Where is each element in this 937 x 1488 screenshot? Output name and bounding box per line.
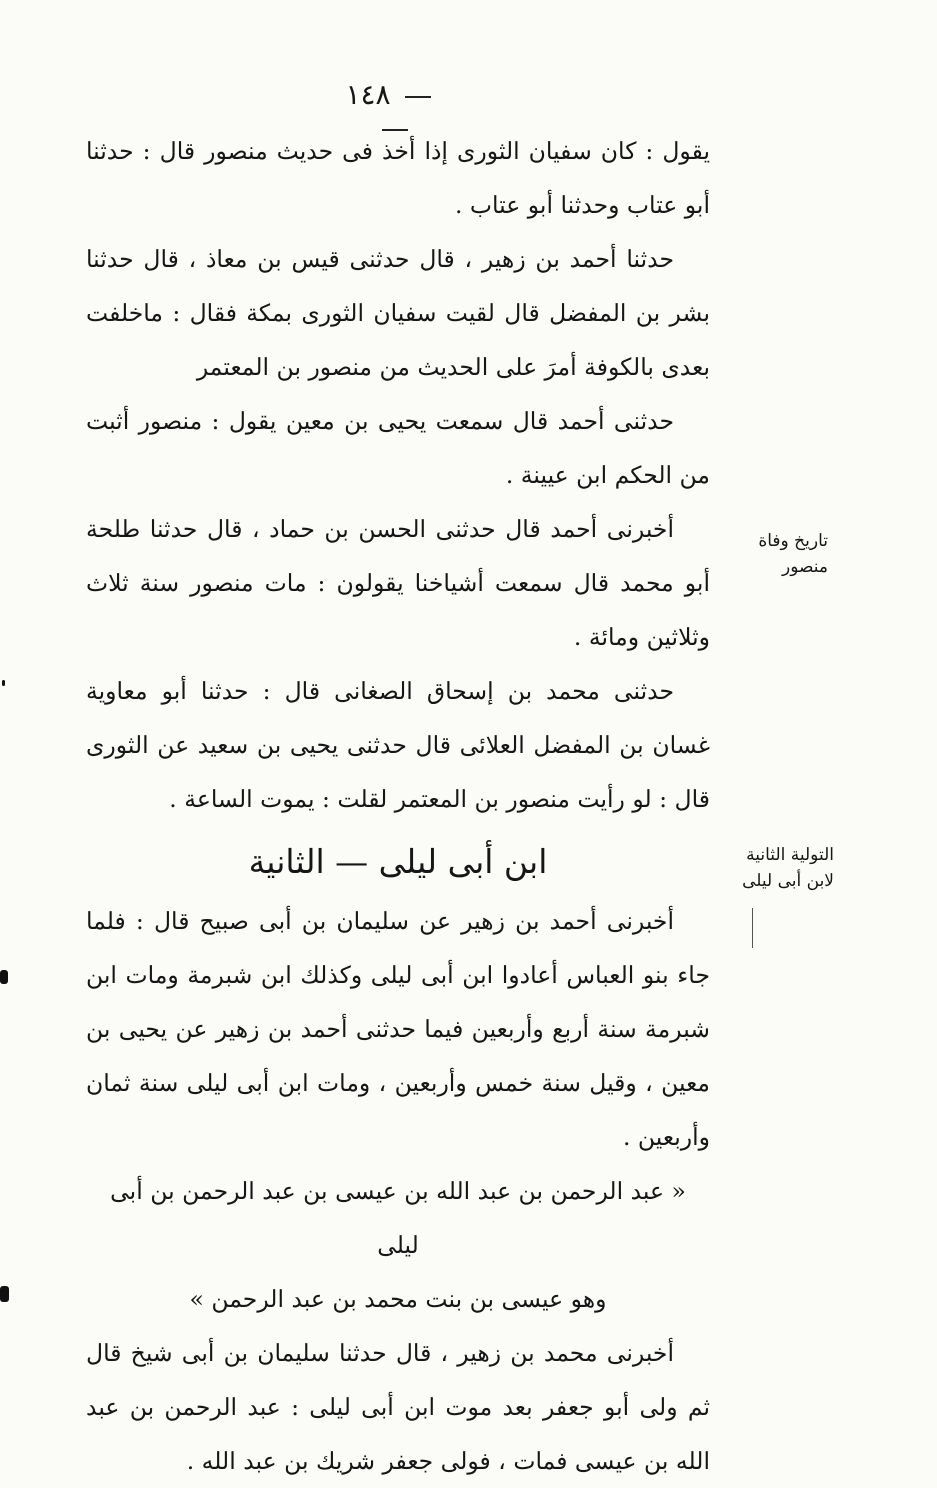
paragraph: يقول : كان سفيان الثورى إذا أخذ فى حديث منصور قال : حدثنا أبو عتاب وحدثنا أبو عتاب . xyxy=(86,137,710,219)
scan-speck xyxy=(0,1286,9,1302)
scan-speck xyxy=(2,680,5,686)
paragraph: حدثنى محمد بن إسحاق الصغانى قال : حدثنا أبو معاوية غسان بن المفضل العلائى قال حدثنى يحيى بن سعيد عن الثورى قال : لو رأيت منصور بن المعتمر لقلت : يموت الساعة . xyxy=(86,677,710,813)
biography-heading-line: وهو عيسى بن بنت محمد بن عبد الرحمن » xyxy=(189,1285,607,1313)
paragraph: أخبرنى محمد بن زهير ، قال حدثنا سليمان بن أبى شيخ قال ثم ولى أبو جعفر بعد موت ابن أبى ليلى : عبد الرحمن بن عبد الله بن عيسى فمات ، فولى جعفر شريك بن عبد الله . xyxy=(86,1339,710,1475)
page-number: ١٤٨ xyxy=(345,78,391,111)
paragraph: أخبرنى أحمد بن زهير عن سليمان بن أبى صبيح قال : فلما جاء بنو العباس أعادوا ابن أبى ليلى وكذلك ابن شبرمة ومات ابن شبرمة سنة أربع وأربعين فيما حدثنى أحمد بن زهير عن يحيى بن معين ، وقيل سنة خمس وأربعين ، ومات ابن أبى ليلى سنة ثمان وأربعين . xyxy=(86,907,710,1151)
paragraph: أخبرنى أحمد قال حدثنى الحسن بن حماد ، قال حدثنا طلحة أبو محمد قال سمعت أشياخنا يقولون : مات منصور سنة ثلاث وثلاثين ومائة . xyxy=(86,515,710,651)
scan-speck xyxy=(0,970,8,984)
paragraph: حدثنى أحمد قال سمعت يحيى بن معين يقول : منصور أثبت من الحكم ابن عيينة . xyxy=(86,407,710,489)
paragraph: حدثنا أحمد بن زهير ، قال حدثنى قيس بن معاذ ، قال حدثنا بشر بن المفضل قال لقيت سفيان الثورى بمكة فقال : ماخلفت بعدى بالكوفة أمرَ على الحديث من منصور بن المعتمر xyxy=(86,245,710,381)
section-title: ابن أبى ليلى — الثانية xyxy=(248,842,548,881)
biography-heading-line: « عبد الرحمن بن عبد الله بن عيسى بن عبد الرحمن بن أبى ليلى xyxy=(110,1177,686,1259)
margin-note-death-date: تاريخ وفاة منصور xyxy=(758,531,828,577)
margin-rule xyxy=(752,908,753,948)
page-header xyxy=(330,78,460,118)
margin-note-second-appointment: التولية الثانية لابن أبى ليلى xyxy=(742,845,834,891)
header-dash-right xyxy=(405,96,431,98)
main-text xyxy=(86,124,710,1488)
